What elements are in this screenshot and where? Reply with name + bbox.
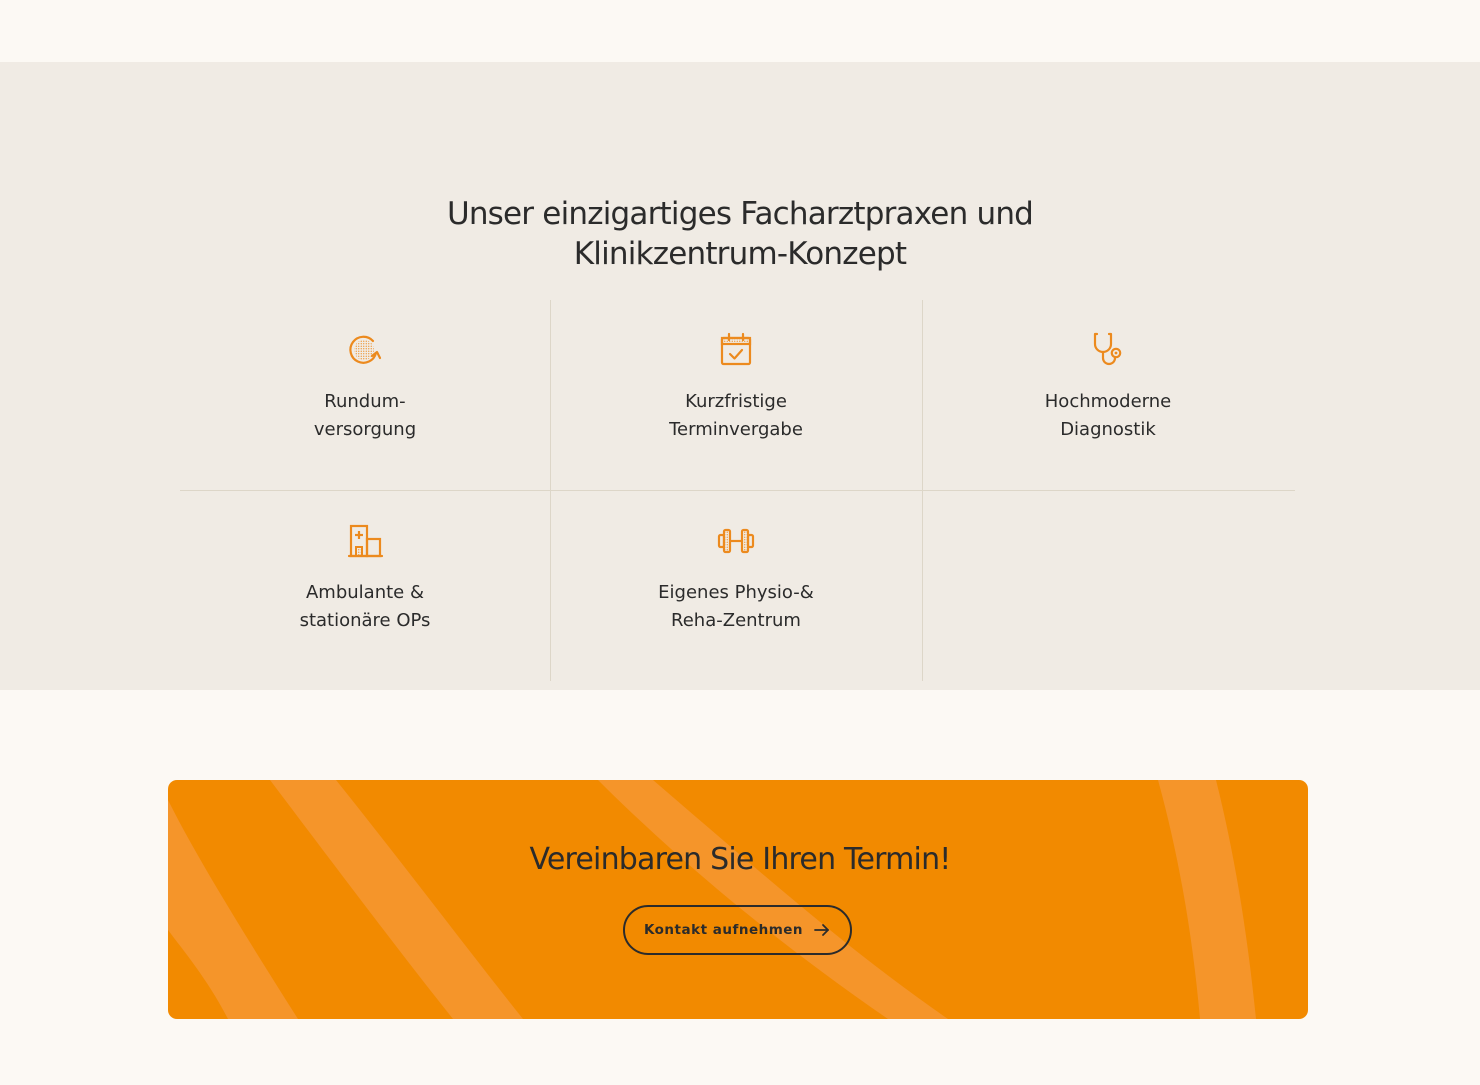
circle-arrow-icon <box>345 330 385 370</box>
arrow-right-icon <box>813 921 831 939</box>
contact-button-label: Kontakt aufnehmen <box>643 922 804 938</box>
feature-ops <box>180 491 550 681</box>
appointment-banner <box>168 780 1308 1019</box>
concept-section <box>0 62 1480 690</box>
feature-physio-reha <box>551 491 921 681</box>
feature-label-line-1: Rundum- <box>324 391 406 412</box>
feature-terminvergabe <box>551 300 921 490</box>
feature-label <box>551 579 921 635</box>
feature-label-line-1: Eigenes Physio-& <box>658 582 814 603</box>
contact-button[interactable] <box>623 905 852 955</box>
feature-label-line-1: Kurzfristige <box>685 391 787 412</box>
dumbbell-icon <box>716 521 756 561</box>
feature-label-line-2: Diagnostik <box>1060 419 1156 440</box>
feature-label <box>180 579 550 635</box>
section-title-line-2: Klinikzentrum-Konzept <box>573 236 907 272</box>
banner-stripes-decoration <box>168 780 1308 1019</box>
feature-label <box>923 388 1293 444</box>
feature-label <box>180 388 550 444</box>
feature-label-line-2: stationäre OPs <box>299 610 431 631</box>
banner-title: Vereinbaren Sie Ihren Termin! <box>529 842 951 877</box>
stethoscope-icon <box>1088 330 1128 370</box>
feature-label-line-1: Ambulante & <box>305 582 424 603</box>
feature-label-line-1: Hochmoderne <box>1044 391 1172 412</box>
feature-label-line-2: versorgung <box>313 419 417 440</box>
section-title <box>0 194 1480 274</box>
top-strip <box>0 0 1480 62</box>
hospital-building-icon <box>345 521 385 561</box>
feature-label <box>551 388 921 444</box>
feature-diagnostik <box>923 300 1293 490</box>
feature-label-line-2: Reha-Zentrum <box>671 610 801 631</box>
section-title-line-1: Unser einzigartiges Facharztpraxen und <box>446 196 1034 232</box>
calendar-check-icon <box>716 330 756 370</box>
feature-rundumversorgung <box>180 300 550 490</box>
feature-grid <box>180 300 1295 681</box>
feature-label-line-2: Terminvergabe <box>669 419 803 440</box>
